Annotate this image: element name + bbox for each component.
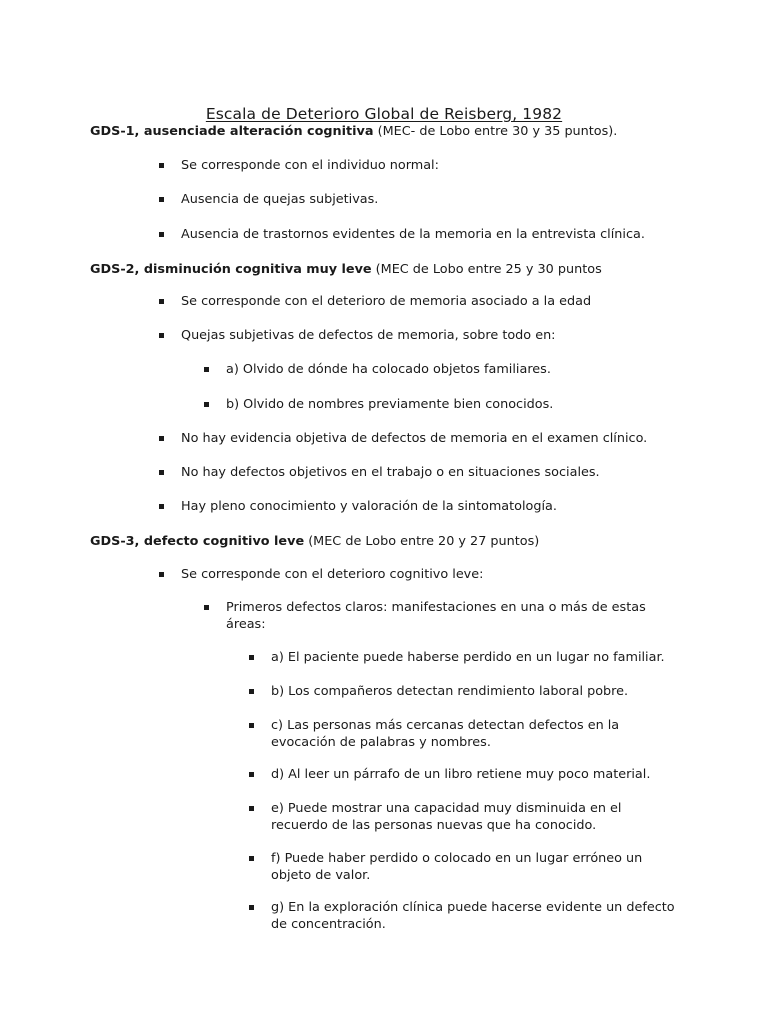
list-item-text: c) Las personas más cercanas detectan defectos en la evocación de palabras y nombres. bbox=[271, 718, 620, 750]
list-item-text: No hay evidencia objetiva de defectos de memoria en el examen clínico. bbox=[181, 431, 648, 446]
sub-sub-list-item bbox=[271, 801, 681, 834]
bullet-icon bbox=[249, 856, 254, 861]
bullet-icon bbox=[249, 905, 254, 910]
bullet-icon bbox=[204, 367, 209, 372]
list-item-text: g) En la exploración clínica puede hacerse evidente un defecto de concentración. bbox=[271, 900, 675, 932]
bullet-icon bbox=[249, 806, 254, 811]
list-item bbox=[181, 431, 741, 448]
list-item-text: Se corresponde con el individuo normal: bbox=[181, 158, 439, 173]
list-item-text: Quejas subjetivas de defectos de memoria, sobre todo en: bbox=[181, 328, 556, 343]
list-item-text: Hay pleno conocimiento y valoración de la sintomatología. bbox=[181, 499, 557, 514]
bullet-icon bbox=[159, 436, 164, 441]
list-item-text: Se corresponde con el deterioro cognitivo leve: bbox=[181, 567, 484, 582]
document-title: Escala de Deterioro Global de Reisberg, 1982 bbox=[205, 105, 563, 123]
bullet-icon bbox=[249, 772, 254, 777]
sub-sub-list-item bbox=[271, 718, 681, 751]
bullet-icon bbox=[249, 655, 254, 660]
list-item-text: d) Al leer un párrafo de un libro retiene muy poco material. bbox=[271, 767, 651, 782]
section-heading-detail: (MEC de Lobo entre 20 y 27 puntos) bbox=[304, 534, 540, 549]
sub-sub-list-item bbox=[271, 767, 681, 784]
list-item-text: b) Los compañeros detectan rendimiento laboral pobre. bbox=[271, 684, 629, 699]
sub-sub-list-item bbox=[271, 684, 681, 701]
list-item bbox=[181, 499, 741, 516]
bullet-icon bbox=[204, 605, 209, 610]
section-heading-bold: GDS-2, disminución cognitiva muy leve bbox=[90, 262, 372, 277]
section-heading-bold: GDS-3, defecto cognitivo leve bbox=[90, 534, 305, 549]
list-item bbox=[181, 192, 741, 209]
section-heading-gds-1 bbox=[90, 124, 617, 139]
bullet-icon bbox=[159, 333, 164, 338]
bullet-icon bbox=[159, 470, 164, 475]
list-item-text: f) Puede haber perdido o colocado en un lugar erróneo un objeto de valor. bbox=[271, 851, 643, 883]
list-item-text: a) El paciente puede haberse perdido en un lugar no familiar. bbox=[271, 650, 665, 665]
bullet-icon bbox=[159, 163, 164, 168]
list-item-text: b) Olvido de nombres previamente bien conocidos. bbox=[226, 397, 554, 412]
list-item-text: Primeros defectos claros: manifestaciones en una o más de estas áreas: bbox=[226, 600, 646, 632]
bullet-icon bbox=[159, 299, 164, 304]
bullet-icon bbox=[204, 402, 209, 407]
list-item-text: a) Olvido de dónde ha colocado objetos familiares. bbox=[226, 362, 551, 377]
section-heading-gds-2 bbox=[90, 262, 602, 277]
sub-list-item bbox=[226, 362, 646, 379]
list-item bbox=[181, 227, 741, 244]
sub-sub-list-item bbox=[271, 650, 681, 667]
section-heading-bold: GDS-1, ausenciade alteración cognitiva bbox=[90, 124, 374, 139]
list-item bbox=[181, 465, 741, 482]
bullet-icon bbox=[159, 504, 164, 509]
section-heading-gds-3 bbox=[90, 534, 539, 549]
bullet-icon bbox=[159, 572, 164, 577]
list-item-text: No hay defectos objetivos en el trabajo o en situaciones sociales. bbox=[181, 465, 600, 480]
list-item bbox=[181, 158, 741, 175]
bullet-icon bbox=[249, 723, 254, 728]
sub-list-item bbox=[226, 397, 646, 414]
section-heading-detail: (MEC de Lobo entre 25 y 30 puntos bbox=[371, 262, 602, 277]
section-heading-detail: (MEC- de Lobo entre 30 y 35 puntos). bbox=[373, 124, 618, 139]
list-item bbox=[181, 567, 741, 584]
bullet-icon bbox=[159, 197, 164, 202]
list-item-text: e) Puede mostrar una capacidad muy disminuida en el recuerdo de las personas nuevas que ha conocido. bbox=[271, 801, 622, 833]
sub-sub-list-item bbox=[271, 851, 681, 884]
bullet-icon bbox=[249, 689, 254, 694]
list-item bbox=[181, 328, 741, 345]
list-item-text: Ausencia de trastornos evidentes de la memoria en la entrevista clínica. bbox=[181, 227, 645, 242]
list-item bbox=[181, 294, 741, 311]
bullet-icon bbox=[159, 232, 164, 237]
sub-sub-list-item bbox=[271, 900, 681, 933]
list-item-text: Se corresponde con el deterioro de memoria asociado a la edad bbox=[181, 294, 592, 309]
list-item-text: Ausencia de quejas subjetivas. bbox=[181, 192, 379, 207]
sub-list-item bbox=[226, 600, 646, 633]
